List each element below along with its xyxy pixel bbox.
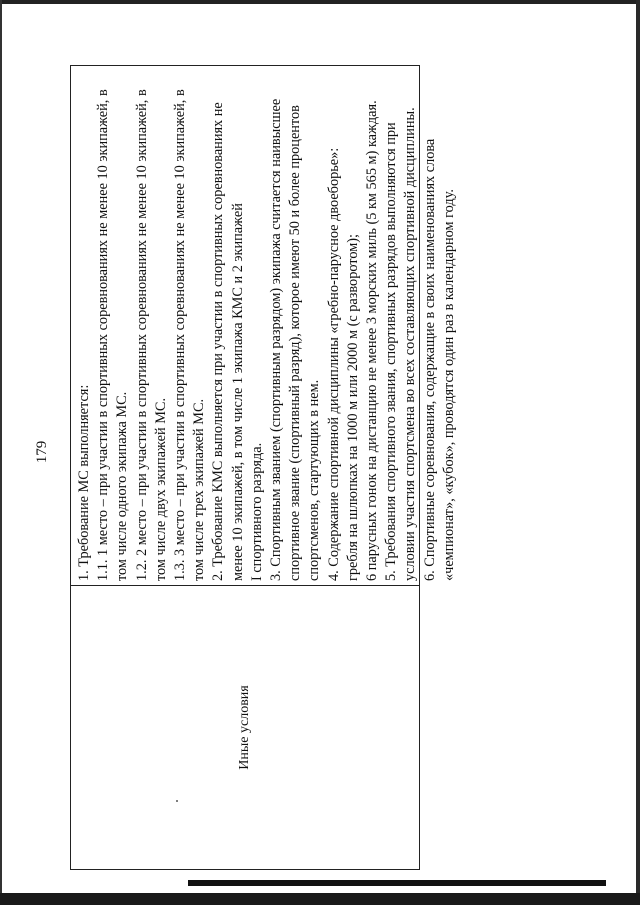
text-line: спортсменов, стартующих в нем. xyxy=(306,379,323,581)
text-line: 1.1. 1 место – при участии в спортивных соревнованиях не менее 10 экипажей, в xyxy=(95,89,112,581)
text-line: 2. Требование КМС выполняется при участии в спортивных соревнованиях не xyxy=(210,102,227,581)
text-line: 1.3. 3 место – при участии в спортивных соревнованиях не менее 10 экипажей, в xyxy=(172,89,189,581)
text-line: том числе одного экипажа МС. xyxy=(114,391,131,581)
text-line: условии участия спортсмена во всех составляющих спортивной дисциплины. xyxy=(402,107,419,581)
text-line: том числе двух экипажей МС. xyxy=(152,397,169,581)
text-line: 6. Спортивные соревнования, содержащие в своих наименованиях слова xyxy=(421,138,438,581)
text-line: спортивное звание (спортивный разряд), которое имеют 50 и более процентов xyxy=(287,105,304,581)
text-line: 6 парусных гонок на дистанцию не менее 3 морских миль (5 км 565 м) каждая. xyxy=(364,100,381,581)
text-line: гребля на шлюпках на 1000 м или 2000 м (с разворотом); xyxy=(344,233,361,581)
text-line: менее 10 экипажей, в том числе 1 экипажа КМС и 2 экипажей xyxy=(229,203,246,581)
text-line: 3. Спортивным званием (спортивным разрядом) экипажа считается наивысшее xyxy=(268,98,285,581)
conditions-table xyxy=(70,65,457,870)
text-line: 5. Требования спортивного звания, спортивных разрядов выполняются при xyxy=(383,122,400,581)
column-divider xyxy=(71,585,419,586)
text-line: 1.2. 2 место – при участии в спортивных соревнованиях не менее 10 экипажей, в xyxy=(133,89,150,581)
text-line: том числе трех экипажей МС. xyxy=(191,398,208,581)
other-conditions-label: Иные условия xyxy=(237,685,252,770)
page-number: 179 xyxy=(34,440,50,464)
table-right-cell xyxy=(75,73,459,581)
text-line: 4. Содержание спортивной дисциплины «гребно-парусное двоеборье»: xyxy=(325,147,342,581)
text-line: I спортивного разряда. xyxy=(248,442,265,581)
table-left-cell xyxy=(71,586,419,869)
text-line: «чемпионат», «кубок», проводятся один раз в календарном году. xyxy=(440,189,457,581)
text-line: 1. Требование МС выполняется: xyxy=(76,384,92,581)
